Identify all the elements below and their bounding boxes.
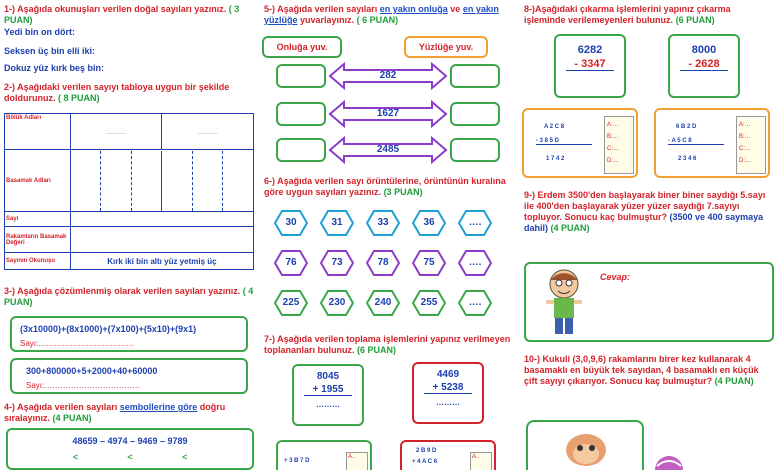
q8-mini2-scroll[interactable]: A:… B:… C:… D:… <box>736 116 766 174</box>
q3-expr-1: (3x10000)+(8x1000)+(7x100)+(5x10)+(9x1) <box>20 324 197 334</box>
q3-box-2 <box>10 358 248 394</box>
pattern-hexagon[interactable]: …. <box>458 210 492 236</box>
q7-mini-1 <box>276 440 372 470</box>
q8-title: 8-)Aşağıdaki çıkarma işlemlerini yapınız çıkarma işleminde verilemeyenleri bulunuz. (6 PUAN) <box>524 4 731 25</box>
q3-expr-2: 300+800000+5+2000+40+60000 <box>26 366 158 376</box>
q5-number: 1627 <box>376 108 400 119</box>
q8-mini-1 <box>522 108 638 178</box>
table-basamak-cells[interactable] <box>70 150 253 212</box>
q7-mini2-b: + 4 A C 6 <box>412 459 438 465</box>
q7-op-1 <box>292 364 364 426</box>
q3-title: 3-) Aşağıda çözümlenmiş olarak verilen sayıları yazınız. ( 4 PUAN) <box>4 286 254 307</box>
q9-text: 9-) Erdem 3500'den başlayarak biner biner saydığı 5.sayı ile 400'den başlayarak yüzer yüzer saydığı 7.sayıyı topluyor. Sonucu kaç bulmuştur? (3500 ve 400 saymaya dahil) (4 PUAN) <box>524 190 766 233</box>
pattern-hexagon[interactable]: …. <box>458 290 492 316</box>
q8-mini-2 <box>654 108 770 178</box>
q5-answer-tens[interactable] <box>276 102 326 126</box>
q4-numbers: 48659 – 4974 – 9469 – 9789 <box>72 436 188 446</box>
q6-pattern-grid <box>274 210 504 320</box>
q2-title: 2-) Aşağıdaki verilen sayıyı tabloya uygun bir şekilde doldurunuz. ( 8 PUAN) <box>4 82 230 103</box>
pattern-hexagon: 76 <box>274 250 308 276</box>
q4-title: 4-) Aşağıda verilen sayıları sembollerine göre doğru sıralayınız. (4 PUAN) <box>4 402 226 423</box>
table-label-sayi: Sayı <box>5 212 71 227</box>
q7-mini1-scroll: A.. <box>346 452 368 470</box>
q8-op1-b: - 3347 <box>566 58 614 71</box>
q5-answer-tens[interactable] <box>276 64 326 88</box>
pattern-hexagon: 240 <box>366 290 400 316</box>
q4-symbol: < <box>127 452 133 462</box>
pattern-hexagon: 225 <box>274 290 308 316</box>
pattern-hexagon[interactable]: …. <box>458 250 492 276</box>
q4-box <box>6 428 254 470</box>
q8-op2-b: - 2628 <box>680 58 728 71</box>
q6-title: 6-) Aşağıda verilen sayı örüntülerine, örüntünün kuralına göre uygun sayıları yazınız. (3 PUAN) <box>264 176 506 197</box>
q8-mini2-r: 2 3 4 6 <box>678 156 697 162</box>
table-deger-cells[interactable] <box>70 227 253 253</box>
q7-mini2-a: 2 B 9 D <box>416 448 437 454</box>
q7-op-2 <box>412 362 484 424</box>
q10-text: 10-) Kukuli (3,0,9,6) rakamlarını birer kez kullanarak 4 basamaklı en büyük tek sayıdan, 4 basamaklı en küçük çift sayıyı çıkarıyor. Sonucu kaç bulmuştur? (4 PUAN) <box>524 354 759 386</box>
q5-answer-hundreds[interactable] <box>450 102 500 126</box>
q7-title: 7-) Aşağıda verilen toplama işlemlerini yapınız verilmeyen toplananları bulunuz. (6 PUAN) <box>264 334 511 355</box>
table-label-okunus: Sayının Okunuşu <box>5 253 71 270</box>
table-reading: Kırk iki bin altı yüz yetmiş üç <box>70 253 253 270</box>
q8-mini1-b: - 3 8 5 D <box>536 138 592 145</box>
q7-op2-a: 4469 <box>436 369 460 380</box>
q4-symbol: < <box>182 452 188 462</box>
q8-op1-result[interactable] <box>556 71 624 87</box>
q8-mini2-b: - A 5 C 8 <box>668 138 724 145</box>
pattern-hexagon: 73 <box>320 250 354 276</box>
q1-title: 1-) Aşağıda okunuşları verilen doğal sayıları yazınız. ( 3 PUAN) <box>4 4 240 25</box>
q8-mini2-a: 6 B 2 D <box>676 124 697 130</box>
cartoon-monkey-icon <box>556 428 616 470</box>
column-left <box>4 0 256 470</box>
q5-answer-hundreds[interactable] <box>450 138 500 162</box>
table-cell-blank[interactable]: ______ <box>70 114 162 150</box>
q2-place-value-table <box>4 113 254 270</box>
q5-number: 2485 <box>376 144 400 155</box>
q9-answer-label: Cevap: <box>600 272 631 282</box>
q7-op1-b: + 1955 <box>304 384 352 396</box>
q8-mini1-scroll[interactable]: A:… B:… C:… D:… <box>604 116 634 174</box>
q5-number: 282 <box>379 70 397 81</box>
q8-mini1-r: 1 7 4 2 <box>546 156 565 162</box>
pattern-hexagon: 31 <box>320 210 354 236</box>
q5-answer-hundreds[interactable] <box>450 64 500 88</box>
q7-op1-a: 8045 <box>316 371 340 382</box>
q5-answer-tens[interactable] <box>276 138 326 162</box>
q8-op2-a: 8000 <box>691 44 717 56</box>
pattern-hexagon: 33 <box>366 210 400 236</box>
q7-op2-result[interactable]: ……… <box>436 398 460 407</box>
cartoon-boy-icon <box>540 266 588 340</box>
ball-icon <box>654 452 684 470</box>
table-label-bolum: Bölük Adları <box>5 114 71 150</box>
q8-mini1-a: A 2 C 8 <box>544 124 565 130</box>
column-right <box>520 0 776 470</box>
q3-box-1 <box>10 316 248 352</box>
q7-mini1-a: + 3 B 7 D <box>284 458 310 464</box>
pattern-hexagon: 36 <box>412 210 446 236</box>
q7-op1-result[interactable]: ……… <box>316 400 340 409</box>
q10-answer-box[interactable] <box>526 420 644 470</box>
q4-symbols <box>8 452 252 462</box>
q3-answer-2[interactable]: Sayı:……………………………… <box>26 381 141 390</box>
q5-rows <box>276 62 486 168</box>
q3-answer-1[interactable]: Sayı:……………………………… <box>20 339 135 348</box>
table-label-basamak-degeri: Rakamların Basamak Değeri <box>5 227 71 253</box>
q5-title: 5-) Aşağıda verilen sayıları en yakın onluğa ve en yakın yüzlüğe yuvarlayınız. ( 6 PUAN) <box>264 4 499 25</box>
q7-mini2-scroll: A.. <box>470 452 492 470</box>
q8-op-2 <box>668 34 740 98</box>
q5-right-header: Yüzlüğe yuv. <box>404 36 488 58</box>
q1-line-2: Seksen üç bin elli iki: <box>4 46 96 56</box>
q9-answer-box[interactable] <box>524 262 774 342</box>
q4-symbol: < <box>72 452 78 462</box>
pattern-hexagon: 30 <box>274 210 308 236</box>
table-label-basamak: Basamak Adları <box>5 150 71 212</box>
q1-line-1: Yedi bin on dört: <box>4 27 75 37</box>
q7-mini-2 <box>400 440 496 470</box>
q1-line-3: Dokuz yüz kırk beş bin: <box>4 63 105 73</box>
pattern-hexagon: 255 <box>412 290 446 316</box>
q8-op1-a: 6282 <box>577 44 603 56</box>
q7-op2-b: + 5238 <box>424 382 472 394</box>
pattern-hexagon: 230 <box>320 290 354 316</box>
pattern-hexagon: 75 <box>412 250 446 276</box>
pattern-hexagon: 78 <box>366 250 400 276</box>
table-sayi-cells[interactable] <box>70 212 253 227</box>
table-cell-blank[interactable]: ______ <box>162 114 254 150</box>
q8-op2-result[interactable] <box>670 71 738 87</box>
column-middle <box>262 0 514 470</box>
q5-left-header: Onluğa yuv. <box>262 36 342 58</box>
q8-op-1 <box>554 34 626 98</box>
